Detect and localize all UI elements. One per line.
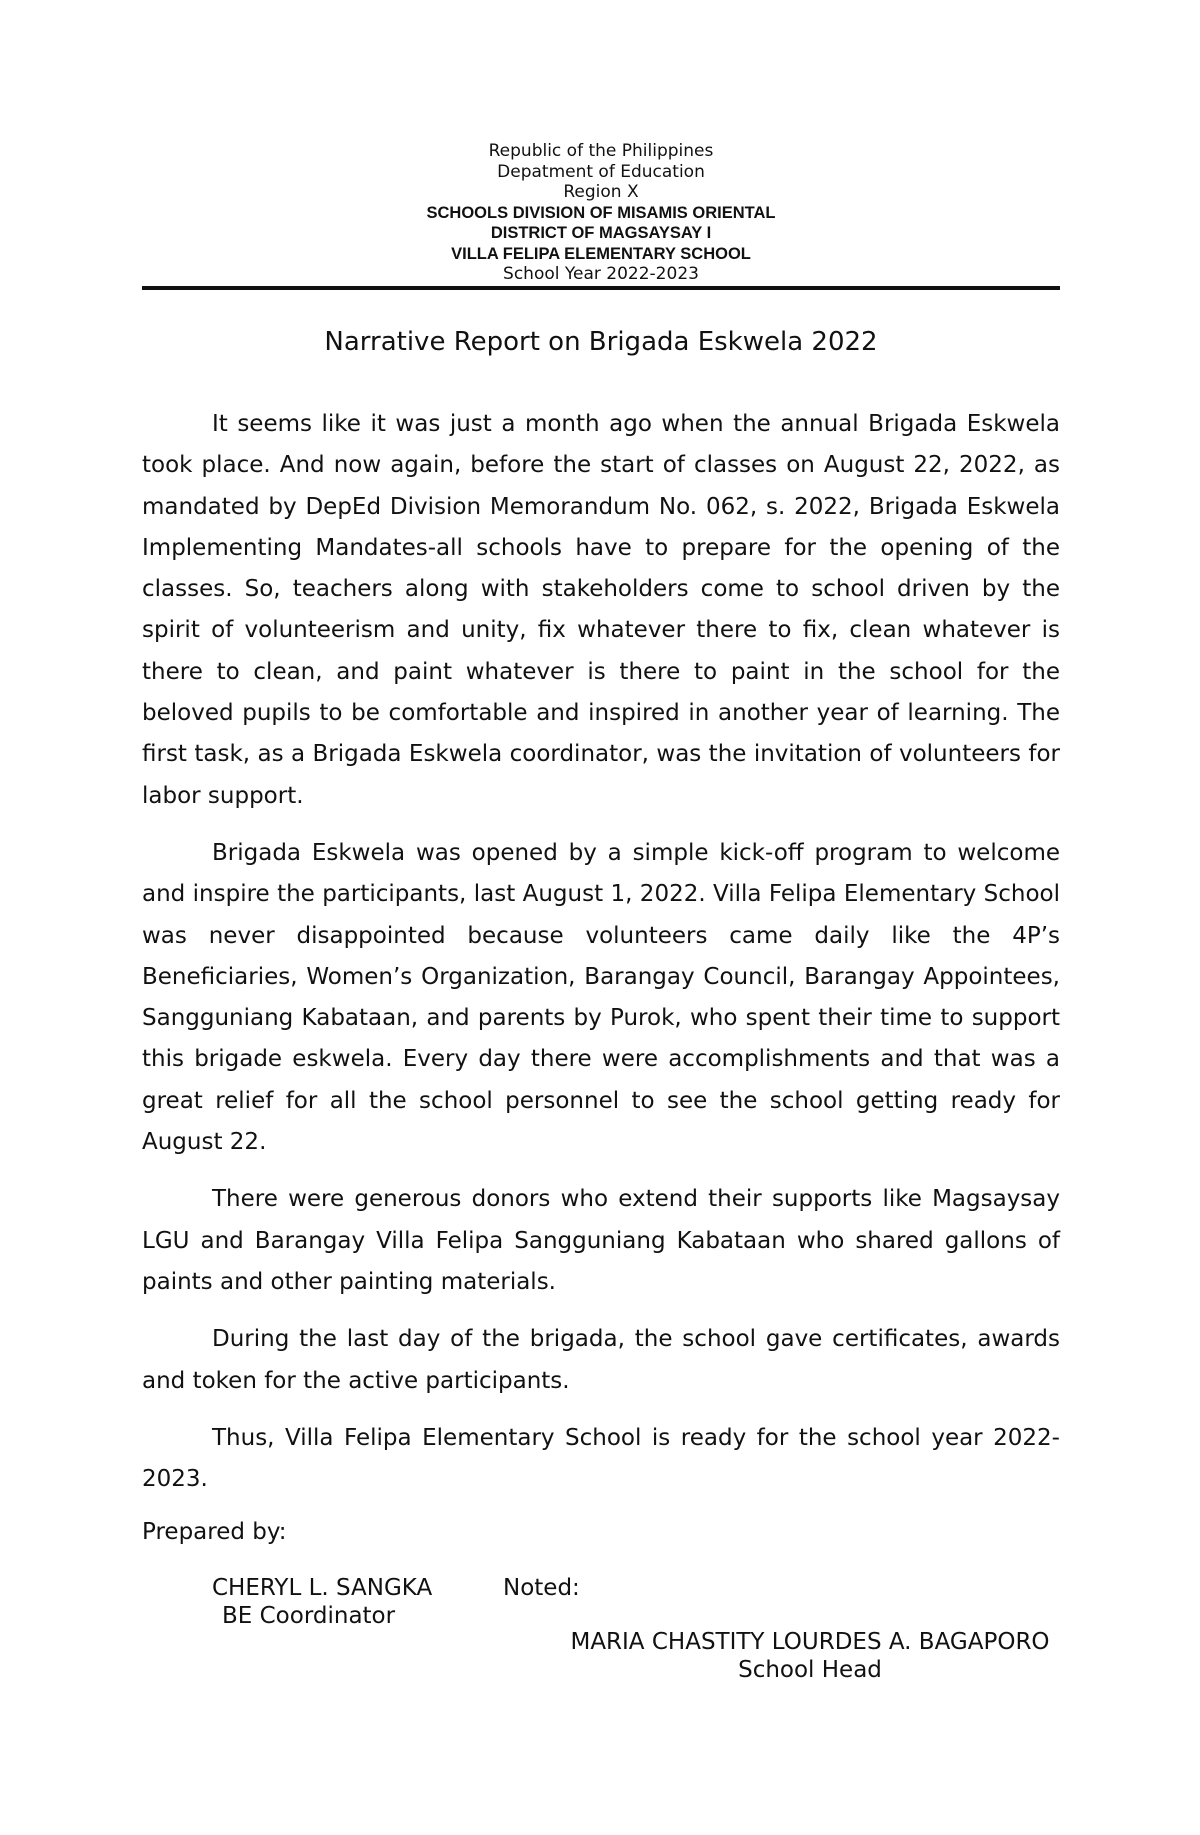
noter-name: MARIA CHASTITY LOURDES A. BAGAPORO [570,1629,1050,1655]
letterhead-region: Region X [563,182,639,202]
paragraph-4: During the last day of the brigada, the school gave certificates, awards and token for the active participants. [142,1326,1060,1394]
letterhead-school: VILLA FELIPA ELEMENTARY SCHOOL [451,244,751,263]
preparer-name: CHERYL L. SANGKA [212,1575,433,1601]
paragraph-3: There were generous donors who extend their supports like Magsaysay LGU and Barangay Villa Felipa Sangguniang Kabataan who shared gallons of paints and other painting materials. [142,1186,1060,1295]
noter-signature-block [560,1628,1060,1684]
paragraph-1: It seems like it was just a month ago when the annual Brigada Eskwela took place. And now again, before the start of classes on August 22, 2022, as mandated by DepEd Division Memorandum No. 062, s. 2022, Brigada Eskwela Implementing Mandates-all schools have to prepare for the opening of the classes. So, teachers along with stakeholders come to school driven by the spirit of volunteerism and unity, fix whatever there to fix, clean whatever is there to clean, and paint whatever is there to paint in the school for the beloved pupils to be comfortable and inspired in another year of learning. The first task, as a Brigada Eskwela coordinator, was the invitation of volunteers for labor support. [142,411,1060,809]
paragraph-2: Brigada Eskwela was opened by a simple kick-off program to welcome and inspire the participants, last August 1, 2022. Villa Felipa Elementary School was never disappointed because volunteers came daily like the 4P’s Beneficiaries, Women’s Organization, Barangay Council, Barangay Appointees, Sangguniang Kabataan, and parents by Purok, who spent their time to support this brigade eskwela. Every day there were accomplishments and that was a great relief for all the school personnel to see the school getting ready for August 22. [142,839,1060,1156]
report-body [142,404,1060,1516]
header-divider [142,286,1060,290]
letterhead-district: DISTRICT OF MAGSAYSAY I [490,224,712,242]
letterhead-school-year: School Year 2022-2023 [503,264,699,284]
noted-label: Noted: [503,1575,580,1601]
report-title: Narrative Report on Brigada Eskwela 2022 [324,327,878,357]
paragraph-5: Thus, Villa Felipa Elementary School is ready for the school year 2022-2023. [142,1424,1060,1493]
letterhead-department: Depatment of Education [497,161,705,182]
preparer-role: BE Coordinator [222,1603,396,1629]
prepared-by-label: Prepared by: [142,1519,287,1545]
letterhead [142,141,1060,285]
letterhead-country: Republic of the Philippines [488,141,714,161]
preparer-signature-block [212,1574,432,1630]
noter-role: School Head [738,1657,882,1683]
letterhead-division: SCHOOLS DIVISION OF MISAMIS ORIENTAL [426,203,776,222]
